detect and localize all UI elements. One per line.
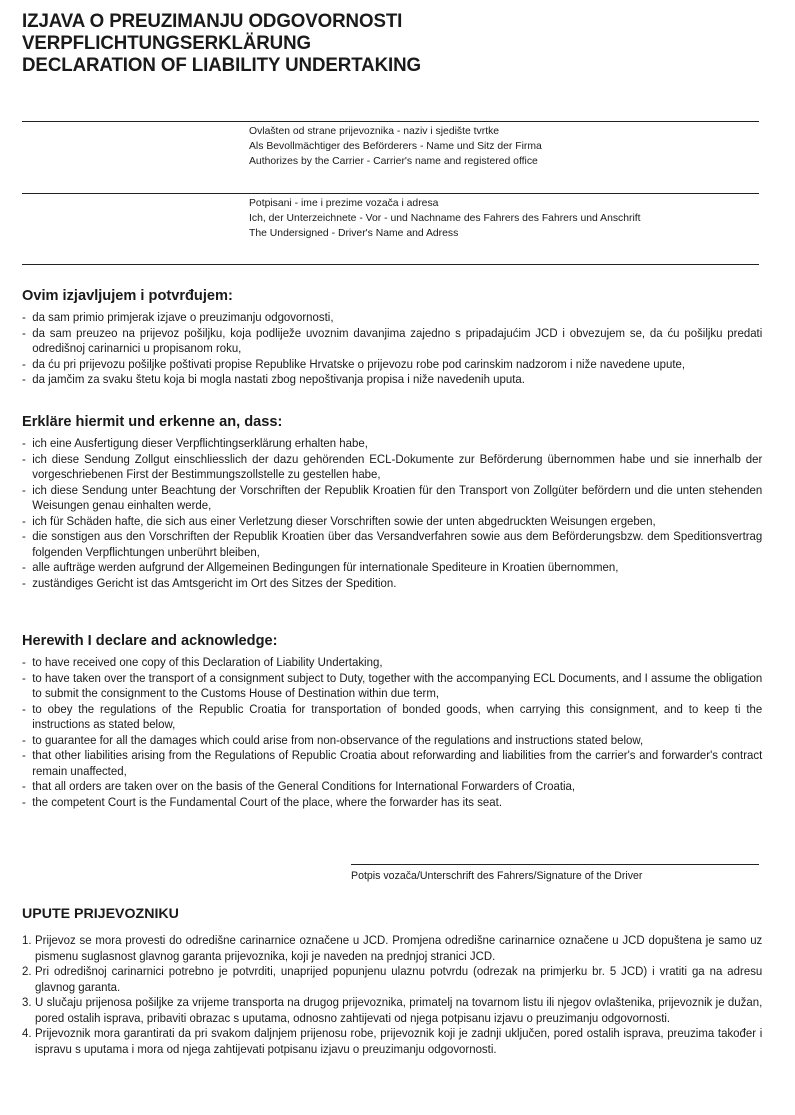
list-item: - to have received one copy of this Declaration of Liability Undertaking, xyxy=(22,655,383,669)
list-item: - to have taken over the transport of a consignment subject to Duty, together with the accompanying ECL Documents, and I assume the obligation to submit the consignment to the Customs House of Destination within due term, xyxy=(22,670,763,700)
driver-field-label xyxy=(249,196,641,241)
carrier-field-line xyxy=(22,121,759,122)
section-heading: Ovim izjavljujem i potvrđujem: xyxy=(22,288,233,304)
section-english xyxy=(22,632,762,810)
list-item: - ich diese Sendung unter Beachtung der Vorschriften der Republik Kroatien für den Transport von Zollgüter befördern und die unten stehenden Weisungen genau einhalten werde, xyxy=(22,482,763,512)
signature-label: Potpis vozača/Unterschrift des Fahrers/Signature of the Driver xyxy=(351,870,643,882)
instruction-item: 1. Prijevoz se mora provesti do odredišne carinarnice označene u JCD. Promjena odredišne carinarnice označene u JCD dopuštena je samo uz pismenu suglasnost glavnog garanta prijevoznika, koji je naveden na prednjoj stranici JCD. xyxy=(22,933,763,963)
section-croatian xyxy=(22,287,762,388)
list-item: - ich eine Ausfertigung dieser Verpflichtingserklärung erhalten habe, xyxy=(22,436,368,450)
list-item: - die sonstigen aus den Vorschriften der Republik Kroatien über das Versandverfahren sowie aus dem Beförderungsbzw. dem Speditionsvertrag folgenden Verpflichtungen unberührt bleiben, xyxy=(22,529,763,559)
list-item: - zuständiges Gericht ist das Amtsgericht im Ort des Sitzes der Spedition. xyxy=(22,575,397,590)
carrier-label-hr: Ovlašten od strane prijevoznika - naziv i sjedište tvrtke xyxy=(249,126,500,137)
separator-line xyxy=(22,264,759,265)
carrier-label-de: Als Bevollmächtiger des Beförderers - Name und Sitz der Firma xyxy=(249,141,542,152)
list-item: - that other liabilities arising from the Regulations of Republic Croatia about reforwarding and liabilities from the carrier's and forwarder's contract remain unaffected, xyxy=(22,748,763,778)
carrier-label-en: Authorizes by the Carrier - Carrier's name and registered office xyxy=(249,156,538,167)
section-german xyxy=(22,413,762,591)
document-title xyxy=(22,10,421,76)
list-item: - the competent Court is the Fundamental Court of the place, where the forwarder has its seat. xyxy=(22,794,502,809)
list-item: - da sam preuzeo na prijevoz pošiljku, koja podliježe uvoznim davanjima zajedno s pripadajućim JCD i obvezujem se, da ću pošiljku predati odredišnoj carinarnici u propisanom roku, xyxy=(22,325,763,355)
instructions-list xyxy=(22,933,762,1057)
section-heading: Herewith I declare and acknowledge: xyxy=(22,633,278,649)
carrier-field-label xyxy=(249,124,542,169)
title-english: DECLARATION OF LIABILITY UNDERTAKING xyxy=(22,54,422,76)
list-item: - that all orders are taken over on the basis of the General Conditions for International Forwarders of Croatia, xyxy=(22,779,576,793)
driver-label-en: The Undersigned - Driver's Name and Adress xyxy=(249,228,459,239)
driver-label-de: Ich, der Unterzeichnete - Vor - und Nachname des Fahrers des Fahrers und Anschrift xyxy=(249,213,641,224)
instruction-item: 4. Prijevoznik mora garantirati da pri svakom daljnjem prijenosu robe, prijevoznik koji je zadnji uključen, pored ostalih isprava, preuzima također i ispravu s uputama i mora od njega zahtijevati potpisanu izjavu o preuzimanju odgovornosti. xyxy=(22,1026,763,1056)
instruction-item: 3. U slučaju prijenosa pošiljke za vrijeme transporta na drugog prijevoznika, primatelj na tovarnom listu ili njegov ovlaštenika, prijevoznik je dužan, pored ostalih isprava, pribaviti obrazac s uputama, odnosno zahtijevati od njega potpisanu izjavu o preuzimanju odgovornosti. xyxy=(22,995,763,1025)
list-item: - to guarantee for all the damages which could arise from non-observance of the regulations and instructions stated below, xyxy=(22,732,644,747)
driver-field-line xyxy=(22,193,759,194)
list-item: - alle aufträge werden aufgrund der Allgemeinen Bedingungen für internationale Spediteure in Kroatien übernommen, xyxy=(22,560,619,574)
list-item: - da ću pri prijevozu pošiljke poštivati propise Republike Hrvatske o prijevozu robe pod carinskim nadzorom i niže navedene upute, xyxy=(22,356,686,371)
list-item: - to obey the regulations of the Republic Croatia for transportation of bonded goods, when carrying this consignment, and to keep ti the instructions as stated below, xyxy=(22,701,763,731)
driver-label-hr: Potpisani - ime i prezime vozača i adresa xyxy=(249,198,439,209)
list-item: - ich diese Sendung Zollgut einschliesslich der dazu gehörenden ECL-Dokumente zur Beförderung übernommen habe und sie innerhalb der vorgeschriebenen First der Bestimmungszollstelle zu gestellen habe, xyxy=(22,451,763,481)
list-item: - da sam primio primjerak izjave o preuzimanju odgovornosti, xyxy=(22,310,334,324)
section-heading: Erkläre hiermit und erkenne an, dass: xyxy=(22,414,283,430)
title-croatian: IZJAVA O PREUZIMANJU ODGOVORNOSTI xyxy=(22,10,403,32)
instructions-heading: UPUTE PRIJEVOZNIKU xyxy=(22,906,179,922)
title-german: VERPFLICHTUNGSERKLÄRUNG xyxy=(22,32,312,54)
signature-line xyxy=(351,864,759,865)
list-item: - da jamčim za svaku štetu koja bi mogla nastati zbog nepoštivanja propisa i niže navedenih uputa. xyxy=(22,372,525,386)
list-item: - ich für Schäden hafte, die sich aus einer Verletzung dieser Vorschriften sowie der unten abgedruckten Weisungen ergeben, xyxy=(22,513,656,528)
instruction-item: 2. Pri odredišnoj carinarnici potrebno je potvrditi, unaprijed popunjenu ulaznu potvrdu (odrezak na primjerku br. 5 JCD) i vratiti ga na adresu glavnog garanta. xyxy=(22,964,763,994)
